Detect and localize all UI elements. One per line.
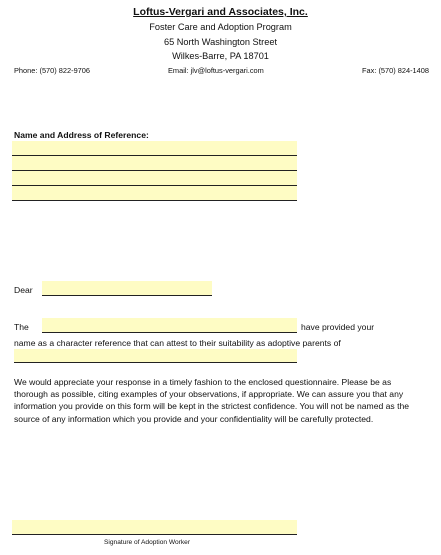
signature-caption: Signature of Adoption Worker [104,539,191,546]
have-provided-text: have provided your [301,322,375,332]
applicants-name-field[interactable] [42,318,297,333]
dear-name-field[interactable] [42,281,212,296]
phone-number: Phone: (570) 822-9706 [14,66,91,75]
intro-line-2: name as a character reference that can attest to their suitability as adoptive parents of [14,338,341,348]
signature-field[interactable] [12,520,297,535]
company-name: Loftus-Vergari and Associates, Inc. [133,6,308,18]
reference-address-line-1-field[interactable] [12,156,297,171]
reference-name-field[interactable] [12,141,297,156]
body-paragraph: We would appreciate your response in a timely fashion to the enclosed questionnaire. Please be as thorough as possible, citing examples of your observations, if appropriate. We can assure you that any information you provide on this form will be kept in the strictest confidence. You will not be named as the source of any information which you provide and your confidentiality will be carefully protected. [14,377,410,424]
email-address: Email: jlv@loftus-vergari.com [168,66,264,75]
the-label: The [14,322,29,332]
dear-label: Dear [14,285,33,295]
program-name: Foster Care and Adoption Program [149,22,292,32]
reference-address-line-3-field[interactable] [12,186,297,201]
street-address: 65 North Washington Street [163,37,278,47]
fax-number: Fax: (570) 824-1408 [362,66,429,75]
city-address: Wilkes-Barre, PA 18701 [172,51,269,61]
adoptive-child-field[interactable] [14,349,297,363]
reference-address-line-2-field[interactable] [12,171,297,186]
reference-heading: Name and Address of Reference: [14,130,149,140]
